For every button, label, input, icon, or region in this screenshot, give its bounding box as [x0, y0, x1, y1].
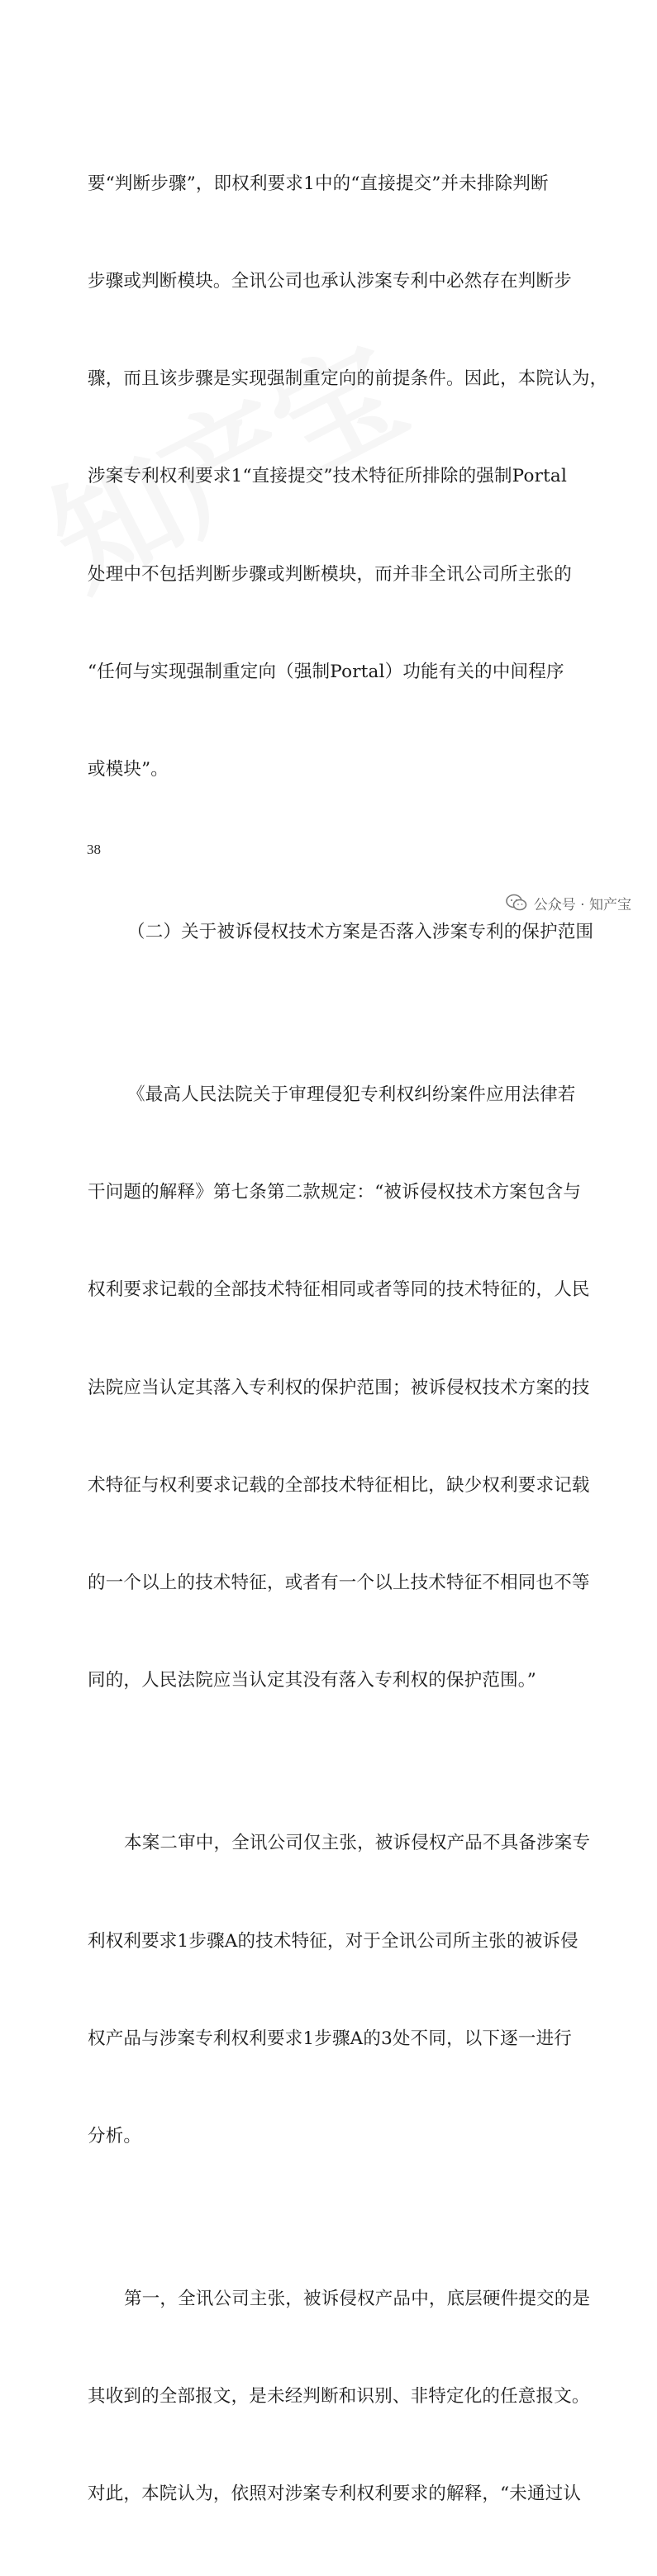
- wechat-icon: [506, 894, 527, 912]
- text-line: 利权利要求1步骤A的技术特征，对于全讯公司所主张的被诉侵: [88, 1930, 578, 1952]
- section-heading-text: （二）关于被诉侵权技术方案是否落入涉案专利的保护范围: [127, 922, 594, 943]
- text-line: 同的，人民法院应当认定其没有落入专利权的保护范围。”: [88, 1670, 536, 1691]
- source-credit-label: 公众号 · 知产宝: [533, 896, 631, 913]
- text-line: 第一，全讯公司主张，被诉侵权产品中，底层硬件提交的是: [124, 2288, 591, 2309]
- source-credit[interactable]: [506, 890, 631, 915]
- text-line: 术特征与权利要求记载的全部技术特征相比，缺少权利要求记载: [88, 1474, 590, 1496]
- page-number: 38: [87, 842, 101, 857]
- paragraph-4: [88, 2218, 591, 2575]
- text-line: “任何与实现强制重定向（强制Portal）功能有关的中间程序: [88, 661, 564, 682]
- text-line: 对此，本院认为，依照对涉案专利权利要求的解释，“未通过认: [88, 2483, 582, 2505]
- text-line: 分析。: [88, 2125, 142, 2147]
- text-line: 《最高人民法院关于审理侵犯专利权纠纷案件应用法律若: [127, 1084, 576, 1106]
- text-line: 本案二审中，全讯公司仅主张，被诉侵权产品不具备涉案专: [124, 1833, 591, 1854]
- text-line: 的一个以上的技术特征，或者有一个以上技术特征不相同也不等: [88, 1573, 590, 1594]
- text-line: 权产品与涉案专利权利要求1步骤A的3处不同，以下逐一进行: [88, 2028, 572, 2049]
- text-line: 干问题的解释》第七条第二款规定：“被诉侵权技术方案包含与: [88, 1182, 582, 1203]
- paragraph-2: [88, 1013, 590, 1762]
- paragraph-3: [88, 1762, 591, 2218]
- text-line: 处理中不包括判断步骤或判断模块，而并非全讯公司所主张的: [88, 563, 572, 585]
- text-line: 骤，而且该步骤是实现强制重定向的前提条件。因此，本院认为，: [88, 368, 608, 390]
- text-line: 涉案专利权利要求1“直接提交”技术特征所排除的强制Portal: [88, 466, 568, 487]
- text-line: 权利要求记载的全部技术特征相同或者等同的技术特征的，人民: [88, 1279, 590, 1301]
- text-line: 或模块”。: [88, 759, 169, 780]
- text-line: 其收到的全部报文，是未经判断和识别、非特定化的任意报文。: [88, 2386, 590, 2408]
- paragraph-1: [88, 102, 608, 851]
- text-line: 法院应当认定其落入专利权的保护范围；被诉侵权技术方案的技: [88, 1377, 590, 1398]
- text-line: 步骤或判断模块。全讯公司也承认涉案专利中必然存在判断步: [88, 271, 572, 292]
- text-line: 要“判断步骤”，即权利要求1中的“直接提交”并未排除判断: [88, 173, 549, 194]
